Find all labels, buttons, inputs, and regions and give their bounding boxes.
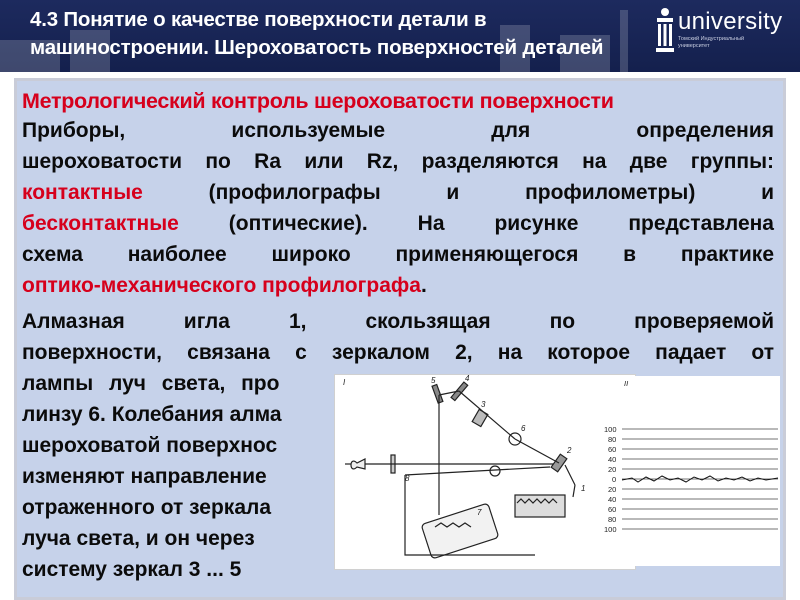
part-label-3: 3 xyxy=(481,400,486,409)
slide-title-line-2: машиностроении. Шероховатость поверхностей деталей xyxy=(30,36,604,59)
profilogram-drawing xyxy=(602,376,780,566)
scale-label-5: 0 xyxy=(612,475,617,484)
scale-label-3: 40 xyxy=(608,455,617,464)
light-beam-reflected xyxy=(405,467,550,475)
p2-line-3: лампы луч света, про xyxy=(22,372,280,395)
part-label-7: 7 xyxy=(477,508,482,517)
p1-line-3-rest: (профилографы и профилометры) и xyxy=(142,181,774,204)
p2-line-6: изменяют направление xyxy=(22,465,267,488)
section-heading: Метрологический контроль шероховатости поверхности xyxy=(22,89,614,113)
scale-label-8: 60 xyxy=(608,505,617,514)
paragraph-instruments xyxy=(22,115,774,301)
p1-line-6 xyxy=(22,270,774,301)
scale-label-0: 100 xyxy=(604,425,617,434)
p1-line-2: шероховатости по Ra или Rz, разделяются на две группы: xyxy=(22,150,774,173)
p2-line-2: поверхности, связана с зеркалом 2, на которое падает от xyxy=(22,341,774,364)
term-profilograph: оптико-механического профилографа xyxy=(22,274,421,297)
scale-label-9: 80 xyxy=(608,515,617,524)
scale-label-10: 100 xyxy=(604,525,617,534)
p1-line-6-end: . xyxy=(420,274,427,297)
label-I: I xyxy=(343,378,346,387)
scale-label-7: 40 xyxy=(608,495,617,504)
lens-small xyxy=(490,466,500,476)
label-II: II xyxy=(624,379,629,388)
mirror-5 xyxy=(432,385,443,404)
p2-line-5: шероховатой поверхнос xyxy=(22,434,278,457)
part-label-8: 8 xyxy=(405,474,410,483)
part-label-6: 6 xyxy=(521,424,526,433)
university-logo xyxy=(654,2,794,66)
term-noncontact: бесконтактные xyxy=(22,212,179,235)
p2-line-7: отраженного от зеркала xyxy=(22,496,272,519)
p1-line-4-rest: (оптические). На рисунке представлена xyxy=(178,212,774,235)
term-contact: контактные xyxy=(22,181,143,204)
profilograph-schematic xyxy=(334,374,636,570)
part-label-1: 1 xyxy=(581,484,586,493)
part-label-4: 4 xyxy=(465,375,470,383)
scale-label-4: 20 xyxy=(608,465,617,474)
profilogram-graph xyxy=(602,376,780,566)
university-emblem-icon xyxy=(654,6,676,58)
diamond-needle-1 xyxy=(573,485,575,497)
slide-title-line-1: 4.3 Понятие о качестве поверхности детали в xyxy=(30,8,487,31)
p2-line-9: систему зеркал 3 ... 5 xyxy=(22,558,242,581)
recording-drum-7 xyxy=(421,503,499,559)
part-label-5: 5 xyxy=(431,376,436,385)
optic-element-3 xyxy=(472,409,488,426)
scale-label-6: 20 xyxy=(608,485,617,494)
p2-line-1: Алмазная игла 1, скользящая по проверяемой xyxy=(22,310,774,333)
part-label-2: 2 xyxy=(567,446,572,455)
p2-line-8: луча света, и он через xyxy=(22,527,255,550)
p2-line-4: линзу 6. Колебания алма xyxy=(22,403,282,426)
p1-line-5: схема наиболее широко применяющегося в практике xyxy=(22,243,774,266)
p1-line-4 xyxy=(22,208,774,239)
lamp-icon xyxy=(351,459,365,469)
p1-line-3 xyxy=(22,177,774,208)
logo-wordmark: university xyxy=(678,8,783,35)
slide-header xyxy=(0,0,800,72)
scale-label-1: 80 xyxy=(608,435,617,444)
p1-line-1: Приборы, используемые для определения xyxy=(22,119,774,142)
slide-title xyxy=(30,6,670,62)
profilograph-drawing xyxy=(335,375,635,569)
needle-arm xyxy=(565,465,575,485)
specimen xyxy=(515,495,565,517)
logo-subtitle: Томский Индустриальный университет xyxy=(678,36,745,49)
scale-label-2: 60 xyxy=(608,445,617,454)
